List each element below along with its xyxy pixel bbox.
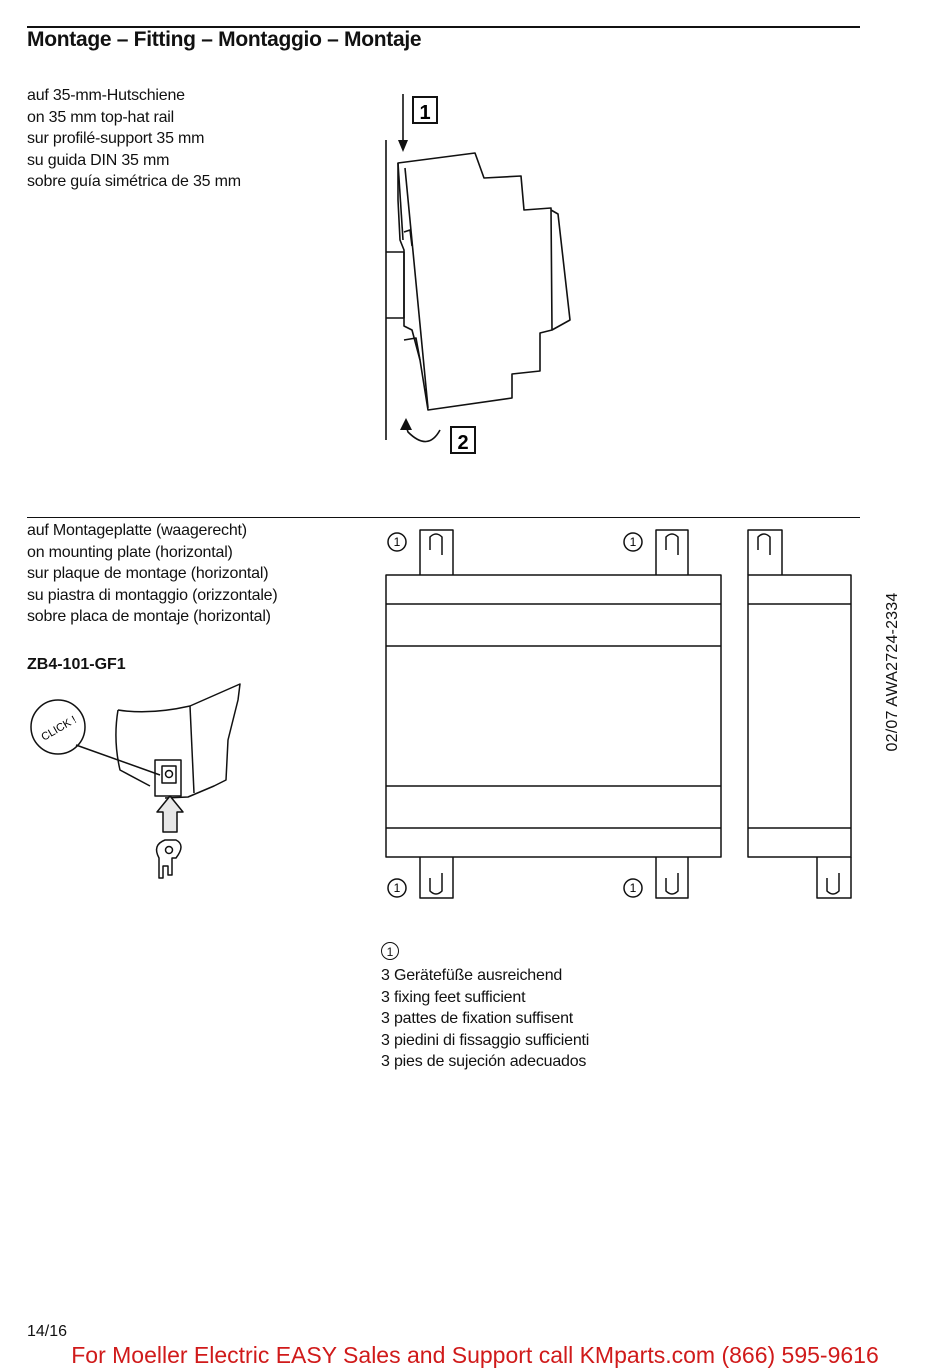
step-2-label: 2: [457, 432, 469, 454]
rail-line-en: on 35 mm top-hat rail: [27, 108, 174, 126]
note-line-fr: 3 pattes de fixation suffisent: [381, 1010, 574, 1027]
rail-line-es: sobre guía simétrica de 35 mm: [27, 173, 241, 190]
foot-marker-bottom-left: 1: [393, 881, 401, 895]
page-number: 14/16: [27, 1323, 68, 1340]
plate-line-it: su piastra di montaggio (orizzontale): [27, 586, 278, 604]
plate-line-en: on mounting plate (horizontal): [27, 543, 233, 561]
click-label: CLICK !: [39, 713, 79, 744]
note-marker: 1: [381, 942, 399, 960]
footer-banner: For Moeller Electric EASY Sales and Support call KMparts.com (866) 595-9616: [71, 1342, 879, 1368]
rail-line-it: su guida DIN 35 mm: [27, 151, 170, 169]
plate-line-de: auf Montageplatte (waagerecht): [27, 522, 247, 539]
foot-marker-bottom-right: 1: [629, 881, 637, 895]
plate-line-es: sobre placa de montaje (horizontal): [27, 608, 271, 625]
plate-line-fr: sur plaque de montage (horizontal): [27, 565, 269, 582]
rail-line-fr: sur profilé-support 35 mm: [27, 130, 205, 147]
note-text: [381, 965, 589, 1073]
page-title: Montage – Fitting – Montaggio – Montaje: [27, 28, 422, 51]
rail-line-de: auf 35-mm-Hutschiene: [27, 87, 185, 104]
note-line-es: 3 pies de sujeción adecuados: [381, 1053, 587, 1070]
note-line-de: 3 Gerätefüße ausreichend: [381, 967, 563, 984]
foot-marker-top-right: 1: [629, 535, 637, 549]
note-line-en: 3 fixing feet sufficient: [381, 988, 526, 1006]
foot-marker-top-left: 1: [393, 535, 401, 549]
step-1-label: 1: [419, 102, 431, 124]
accessory-model: ZB4-101-GF1: [27, 656, 126, 673]
note-line-it: 3 piedini di fissaggio sufficienti: [381, 1031, 590, 1049]
document-code: 02/07 AWA2724-2334: [884, 592, 901, 752]
